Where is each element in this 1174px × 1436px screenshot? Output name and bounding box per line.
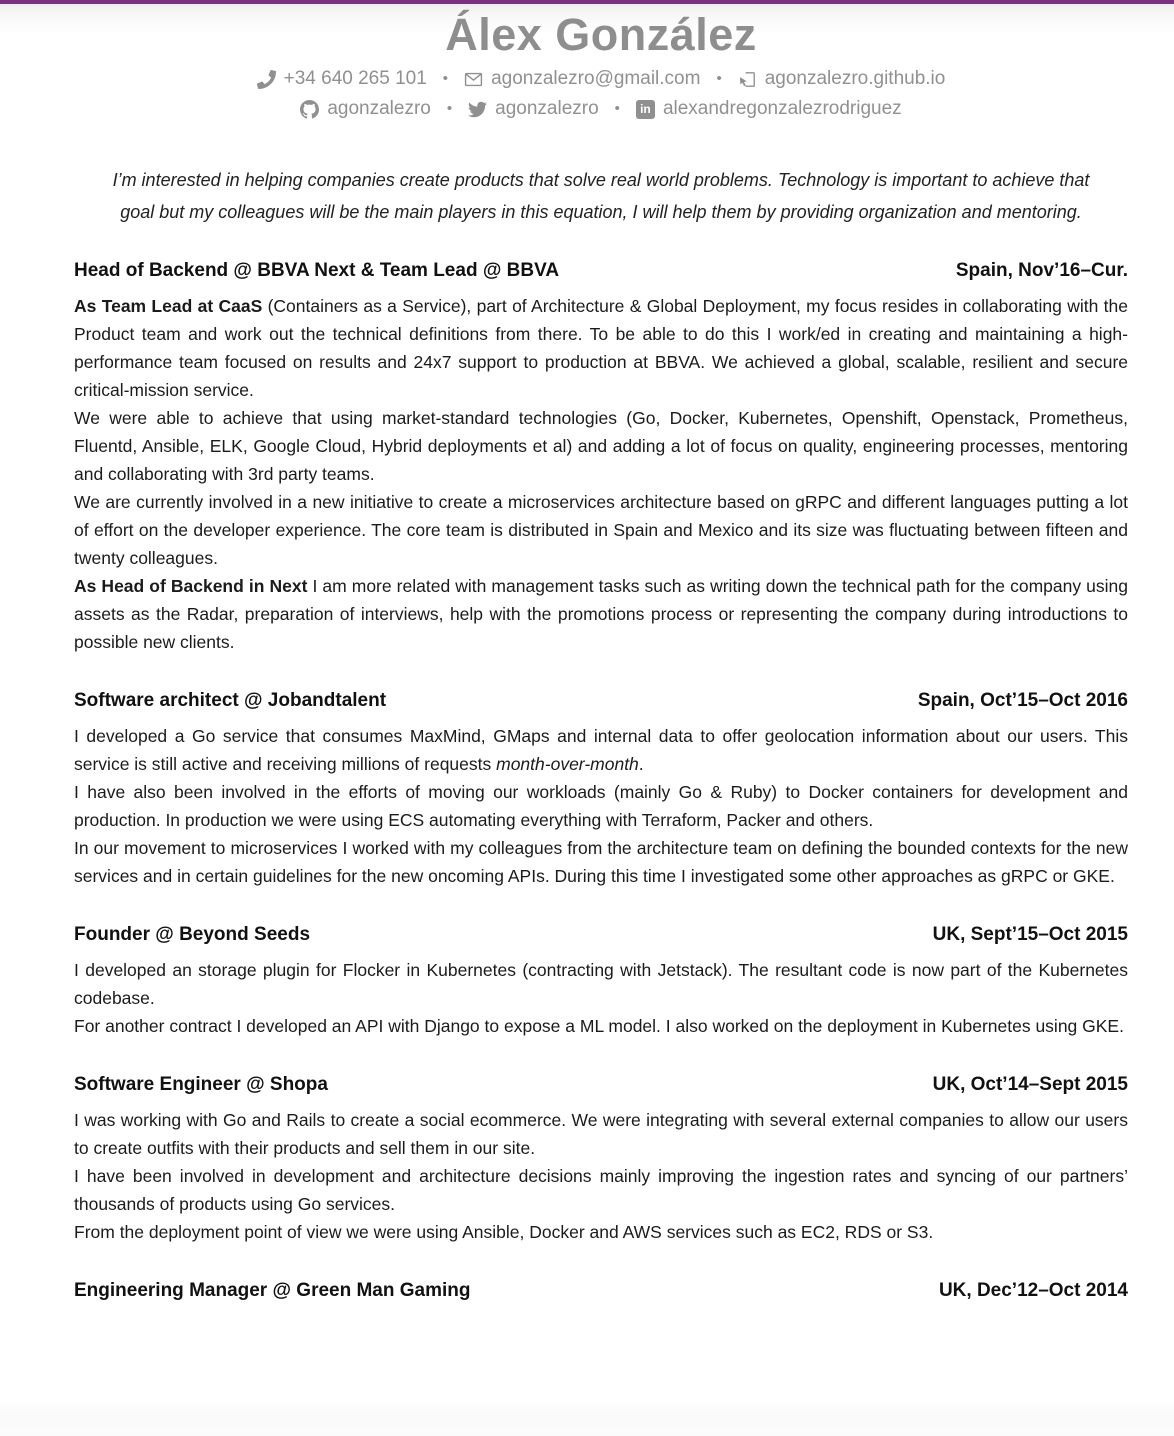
section-heading	[74, 1072, 1128, 1098]
github-icon	[300, 100, 319, 119]
text-run: I am more related with management tasks such as writing down the technical path for the company using assets as the Radar, preparation of interviews, help with the promotions process or representing the company during introductions to possible new clients.	[74, 576, 1128, 652]
experience-sections	[74, 258, 1128, 1304]
website-icon	[738, 70, 757, 89]
experience-paragraph	[74, 1218, 1128, 1246]
experience-section	[74, 688, 1128, 890]
experience-section	[74, 1278, 1128, 1304]
text-run: For another contract I developed an API with Django to expose a ML model. I also worked on the deployment in Kubernetes using GKE.	[74, 1016, 1124, 1036]
job-location-dates: Spain, Oct’15–Oct 2016	[917, 690, 1128, 711]
separator-bullet: •	[446, 100, 453, 117]
text-run: In our movement to microservices I worked with my colleagues from the architecture team on defining the bounded contexts for the new services and in certain guidelines for the new oncoming APIs. During this time I investigated some other approaches as gRPC or GKE.	[74, 838, 1128, 886]
contact-text[interactable]: agonzalezro	[495, 98, 599, 119]
job-title: Software Engineer @ Shopa	[74, 1074, 328, 1095]
linkedin-icon: in	[636, 100, 655, 119]
job-title: Founder @ Beyond Seeds	[74, 924, 311, 945]
job-location-dates: UK, Oct’14–Sept 2015	[932, 1074, 1128, 1095]
contact-phone	[257, 64, 427, 94]
job-location-dates: UK, Sept’15–Oct 2015	[932, 924, 1128, 945]
job-location-dates: UK, Dec’12–Oct 2014	[938, 1280, 1128, 1301]
accent-top-bar	[0, 0, 1174, 4]
contact-github[interactable]	[300, 94, 431, 124]
section-heading	[74, 688, 1128, 714]
text-run: .	[638, 754, 644, 774]
personal-statement: I’m interested in helping companies create products that solve real world problems. Technology is important to achieve that goal but my colleagues will be the main players in this equation, I will help them by providing organization and mentoring.	[112, 170, 1090, 222]
separator-bullet: •	[442, 70, 449, 87]
experience-paragraph	[74, 834, 1128, 890]
text-run: I developed a Go service that consumes MaxMind, GMaps and internal data to offer geolocation information about our users. This service is still active and receiving millions of requests	[74, 726, 1128, 774]
page-title: Álex González	[445, 9, 757, 60]
experience-paragraph	[74, 1162, 1128, 1218]
experience-paragraph	[74, 722, 1128, 778]
experience-paragraph	[74, 778, 1128, 834]
text-run: (Containers as a Service), part of Architecture & Global Deployment, my focus resides in collaborating with the Product team and work out the technical definitions from there. To be able to do this I work/ed in creating and maintaining a high-performance team focused on results and 24x7 support to production at BBVA. We achieved a global, scalable, resilient and secure critical-mission service.	[74, 296, 1128, 400]
experience-paragraph	[74, 292, 1128, 404]
separator-bullet: •	[716, 70, 722, 87]
job-title: Engineering Manager @ Green Man Gaming	[74, 1280, 471, 1301]
contact-email[interactable]	[464, 64, 700, 94]
job-location-dates: Spain, Nov’16–Cur.	[955, 260, 1128, 281]
text-run: We are currently involved in a new initiative to create a microservices architecture based on gRPC and different languages putting a lot of effort on the developer experience. The core team is distributed in Spain and Mexico and its size was fluctuating between fifteen and twenty colleagues.	[74, 492, 1128, 568]
text-run: I have been involved in development and architecture decisions mainly improving the ingestion rates and syncing of our partners’ thousands of products using Go services.	[74, 1166, 1128, 1214]
resume-document	[0, 6, 1174, 1304]
text-run: As Head of Backend in Next	[74, 576, 308, 596]
text-run: I was working with Go and Rails to create a social ecommerce. We were integrating with several external companies to allow our users to create outfits with their products and sell them in our site.	[74, 1110, 1128, 1158]
experience-section	[74, 1072, 1128, 1246]
contact-row-1	[74, 64, 1128, 94]
text-run: As Team Lead at CaaS	[74, 296, 263, 316]
experience-paragraph	[74, 404, 1128, 488]
text-run: month-over-month	[496, 754, 639, 774]
contact-linkedin[interactable]	[636, 94, 902, 124]
text-run: From the deployment point of view we were using Ansible, Docker and AWS services such as EC2, RDS or S3.	[74, 1222, 934, 1242]
separator-bullet: •	[614, 100, 620, 117]
experience-section	[74, 258, 1128, 656]
experience-paragraph	[74, 1012, 1128, 1040]
section-heading	[74, 1278, 1128, 1304]
experience-paragraph	[74, 1106, 1128, 1162]
text-run: I have also been involved in the efforts of moving our workloads (mainly Go & Ruby) to Docker containers for development and production. In production we were using ECS automating everything with Terraform, Packer and others.	[74, 782, 1128, 830]
contact-text[interactable]: agonzalezro@gmail.com	[491, 68, 701, 89]
section-heading	[74, 922, 1128, 948]
contact-text[interactable]: agonzalezro.github.io	[764, 68, 946, 89]
text-run: I developed an storage plugin for Flocker in Kubernetes (contracting with Jetstack). The resultant code is now part of the Kubernetes codebase.	[74, 960, 1128, 1008]
contact-text[interactable]: alexandregonzalezrodriguez	[662, 98, 902, 119]
experience-paragraph	[74, 488, 1128, 572]
job-title: Software architect @ Jobandtalent	[74, 690, 387, 711]
experience-paragraph	[74, 572, 1128, 656]
experience-paragraph	[74, 956, 1128, 1012]
contact-text[interactable]: agonzalezro	[327, 98, 431, 119]
experience-section	[74, 922, 1128, 1040]
contact-website[interactable]	[738, 64, 946, 94]
email-icon	[464, 70, 483, 89]
phone-icon	[257, 70, 276, 89]
contact-twitter[interactable]	[468, 94, 599, 124]
job-title: Head of Backend @ BBVA Next & Team Lead @ BBVA	[74, 260, 560, 281]
contact-text: +34 640 265 101	[283, 68, 427, 89]
twitter-icon	[468, 100, 487, 119]
text-run: We were able to achieve that using market-standard technologies (Go, Docker, Kubernetes, Openshift, Openstack, Prometheus, Fluentd, Ansible, ELK, Google Cloud, Hybrid deployments et al) and adding a lot of focus on quality, engineering processes, mentoring and collaborating with 3rd party teams.	[74, 408, 1128, 484]
contact-row-2	[74, 94, 1128, 124]
section-heading	[74, 258, 1128, 284]
